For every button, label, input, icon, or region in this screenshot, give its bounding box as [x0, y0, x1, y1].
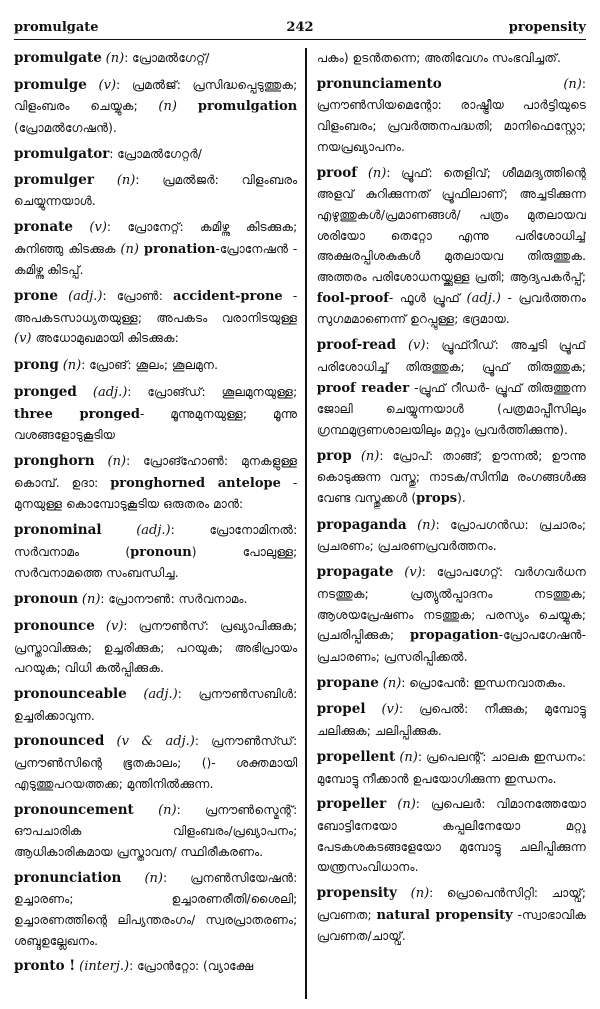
part-of-speech: (adj.): [466, 290, 501, 306]
part-of-speech: (n): [360, 448, 380, 464]
dictionary-entry: [14, 520, 297, 584]
dictionary-entry: [14, 144, 297, 165]
part-of-speech: (v): [98, 77, 117, 93]
headword: propel: [316, 701, 366, 718]
headword: propaganda: [316, 516, 407, 533]
headword: promulgator: [14, 145, 110, 162]
headword: pronunciation: [14, 869, 122, 886]
dictionary-entry: [317, 562, 586, 668]
part-of-speech: (n): [107, 453, 127, 469]
dictionary-entry: [14, 48, 297, 70]
part-of-speech: (n): [399, 749, 418, 765]
definition-text: - പ്രവർത്തനം സുഗമമാണെന്ന് ഉറപ്പുള്ള; ഭദ്രമായ.: [316, 290, 586, 327]
headword: propensity: [316, 885, 397, 902]
part-of-speech: (v): [381, 702, 399, 718]
part-of-speech: (n): [62, 358, 82, 374]
dictionary-entry: [317, 74, 586, 158]
part-of-speech: (n): [158, 99, 198, 115]
dictionary-entry: [317, 163, 586, 331]
sub-headword: three pronged: [14, 406, 141, 422]
definition-text: : പ്രൊപെൻസിറ്റി: ചായ്വ്; പ്രവണത;: [316, 886, 586, 922]
right-column: [307, 48, 586, 999]
left-column: [14, 48, 305, 999]
part-of-speech: (n): [120, 241, 144, 257]
headword: pronghorn: [14, 452, 95, 469]
definition-text: - ഫൂൾ പ്രൂഫ്: [388, 290, 467, 305]
definition-text: : പ്രോമൽഗേറ്റർ/: [109, 146, 202, 161]
headword: propeller: [316, 796, 387, 813]
definition-text: : പ്രൂഫ്: തെളിവ്; ശീമമദ്യത്തിന്റെ അളവ് കുറിക്കുന്നത് പ്രൂഫിലാണ്; അച്ചടിക്കുന്ന എഴുത്തുകൾ/പ്രമാണങ്ങൾ/ പത്രം മുതലായവ ശരിയോ തെറ്റോ എന്നു പരിശോധിച്ച് അക്ഷരപ്പിശകുകൾ മുതലായവ തിരുത്തുക. അത്തരം പരിശോധനയ്ക്കുള്ള പ്രതി; ആദ്യപകർപ്പ്;: [316, 165, 586, 285]
definition-text: -പ്രൂഫ് റീഡർ- പ്രൂഫ് തിരുത്തുന്ന ജോലി ചെയ്യുന്നയാൾ (പത്രമാപ്പീസിലും ഗ്രന്ഥമുദ്രണശാലയിലും മറ്റും പ്രവർത്തിക്കുന്നു).: [316, 380, 586, 437]
headword: promulgate: [14, 50, 102, 66]
definition-text: -പ്രോപഗേഷൻ-പ്രചാരണം; പ്രസരിപ്പിക്കൽ.: [316, 628, 586, 664]
headword: pronounced: [14, 733, 105, 750]
sub-headword: pronation: [143, 241, 216, 257]
definition-text: : പ്രോപഗേറ്റ്: വർഗവർധന നടത്തുക; പ്രത്യുൽപ്പാദനം നടത്തുക; ആശയപ്രേഷണം നടത്തുക; പരസ്യം ചെയ്യുക; പ്രചരിപ്പിക്കുക;: [316, 565, 586, 643]
definition-text: - അപകടസാധ്യതയുള്ള; അപകടം വരാനിടയുള്ള: [14, 289, 298, 325]
definition-text: : പ്രനൺസിയേഷൻ: ഉച്ചാരണം; ഉച്ചാരണരീതി/ശൈലി; ഉച്ചാരണത്തിന്റെ ലിപ്യന്തരംഗം/ സ്വരപ്രാതരണം; ശബ്ദഉല്ലേഖനം.: [14, 870, 298, 948]
definition-text: : പ്രോനൗൺ: സർവനാമം.: [100, 592, 248, 607]
headword: propagate: [316, 564, 394, 581]
headword: proof: [316, 164, 358, 181]
definition-text: : പ്രനൗൺസിയമെന്റോ: രാഷ്ട്രീയ പാർട്ടിയുടെ വിളംബരം; പ്രവർത്തനപദ്ധതി; മാനിഫെസ്റ്റോ; നയപ്രഖ്യാപനം.: [316, 76, 586, 154]
definition-text: : പ്രോങ്ഡ്: ശൂലമുനയുള്ള;: [127, 384, 298, 399]
headword: prop: [316, 447, 352, 464]
sub-headword: pronghorned antelope: [110, 475, 281, 491]
part-of-speech: (n): [116, 172, 136, 188]
dictionary-entry: [317, 794, 586, 878]
definition-text: : പ്രപെൽ: നീക്കുക; മുമ്പോട്ടു ചലിക്കുക; ചലിപ്പിക്കുക.: [316, 702, 586, 739]
header-first-word: promulgate: [14, 20, 99, 35]
header-rule: [14, 39, 586, 40]
dictionary-entry: [14, 800, 297, 863]
dictionary-entry: [317, 699, 586, 741]
part-of-speech: (n): [367, 165, 387, 181]
definition-text: : പ്രപെലന്റ്: ചാലക ഇന്ധനം: മുമ്പോട്ടു നീക്കാൻ ഉപയോഗിക്കുന്ന ഇന്ധനം.: [316, 749, 586, 786]
sub-headword: fool-proof: [316, 290, 389, 306]
definition-text: : പ്രോൺ:: [102, 289, 173, 304]
definition-text: : പ്രമൽജ്: പ്രസിദ്ധപ്പെടുത്തുക; വിളംബരം ചെയ്യുക;: [14, 77, 298, 114]
dictionary-entry: [14, 684, 297, 726]
part-of-speech: (v): [404, 565, 422, 581]
part-of-speech: (v): [14, 331, 36, 347]
sub-headword: natural propensity: [376, 907, 513, 923]
headword: promulger: [14, 171, 94, 188]
definition-text: : പ്രോനേറ്റ്: കമിഴ്ന്നു കിടക്കുക; കുനിഞ്ഞു കിടക്കുക: [14, 219, 298, 256]
part-of-speech: (adj.): [136, 523, 171, 539]
dictionary-entry: [317, 515, 586, 557]
definition-text: : പ്രോപഗൻഡ: പ്രചാരം; പ്രചരണം; പ്രചരണപ്രവർത്തനം.: [316, 517, 586, 554]
headword: pronoun: [14, 591, 79, 608]
headword: pronate: [14, 218, 73, 235]
dictionary-entry: [14, 589, 297, 611]
headword: pronounceable: [14, 685, 127, 702]
definition-text: : പ്രോപ്: താങ്ങ്; ഊന്നൽ; ഊന്നു കൊടുക്കുന്ന വസ്തു; നാടക/സിനിമ രംഗങ്ങൾക്കു വേണ്ട വസ്തുക്കൾ (: [316, 448, 586, 506]
definition-text: പകം) ഉടൻതന്നെ; അതിവേഗം സംഭവിച്ചത്.: [316, 51, 561, 65]
definition-text: - മൂന്നുമുനയുള്ള; മൂന്നു വശങ്ങളോടുകൂടിയ: [14, 406, 298, 443]
definition-text: : പ്രോങ്ഹോൺ: മുനകളുള്ള കൊമ്പ്. ഉദാ:: [14, 453, 298, 490]
definition-text: -സ്വാഭാവിക പ്രവണത/ചായ്വ്.: [316, 907, 586, 944]
headword: propane: [316, 674, 379, 691]
definition-text: അധോമുഖമായി കിടക്കുക:: [35, 331, 179, 346]
part-of-speech: (n): [81, 592, 101, 608]
dictionary-entry: [317, 48, 586, 69]
definition-text: - മുനയുള്ള കൊമ്പോടുകൂടിയ ഒരുതരം മാൻ:: [14, 475, 298, 512]
headword: pronunciamento: [316, 75, 442, 92]
definition-text: (പ്രോമൽഗേഷൻ).: [14, 121, 117, 136]
sub-headword: promulgation: [197, 99, 298, 115]
part-of-speech: (adj.): [68, 289, 103, 305]
dictionary-entry: [14, 731, 297, 794]
definition-text: : പ്രൊപേൻ: ഇന്ധനവാതകം.: [401, 675, 566, 690]
headword: pronged: [14, 383, 77, 400]
part-of-speech: (n): [158, 802, 177, 818]
dictionary-entry: [14, 75, 297, 139]
headword: pronounce: [14, 617, 95, 634]
dictionary-entry: [317, 446, 586, 510]
definition-text: : പ്രനൗൺസബിൾ: ഉച്ചരിക്കാവുന്ന.: [14, 686, 298, 723]
dictionary-entry: [317, 747, 586, 789]
definition-text: : പ്രോമൽഗേറ്റ്/: [124, 51, 210, 65]
dictionary-entry: [14, 286, 297, 350]
part-of-speech: (v): [105, 618, 124, 634]
headword: propellent: [316, 748, 396, 765]
definition-text: : പ്രമൽജർ: വിളംബരം ചെയ്യുന്നയാൾ.: [14, 172, 298, 209]
dictionary-entry: [14, 355, 297, 377]
sub-headword: props: [416, 491, 458, 507]
headword: pronominal: [14, 522, 102, 539]
definition-text: : പ്രനൗൺസ്ഡ്: പ്രനൗൺസിന്റെ ഭൂതകാലം; ()- ശക്തമായി എടുത്തുപറയത്തക്ക; മുന്തിനിൽക്കുന്ന.: [14, 734, 298, 791]
part-of-speech: (n): [382, 675, 402, 691]
headword: proof-read: [316, 337, 397, 354]
definition-text: -പ്രോനേഷൻ - കമിഴ്ന്നു കിടപ്പ്.: [14, 241, 298, 278]
definition-text: : പ്രോനോമിനൽ: സർവനാമം (: [14, 523, 298, 559]
sub-headword: accident-prone: [172, 289, 283, 305]
definition-text: : പ്രോൻറ്റോ: (വ്യാക്ഷേ: [129, 959, 254, 974]
page-header: [14, 20, 586, 38]
dictionary-entry: [317, 673, 586, 695]
part-of-speech: (n): [563, 76, 582, 92]
definition-text: : പ്രൂഫ്റീഡ്: അച്ചടി പ്രൂഫ് പരിശോധിച്ച് തിരുത്തുക; പ്രൂഫ് തിരുത്തുക;: [316, 338, 586, 374]
headword: prong: [14, 357, 59, 374]
part-of-speech: (n): [144, 870, 163, 886]
part-of-speech: (adj.): [143, 686, 178, 702]
definition-text: ) പോലുള്ള; സർവനാമത്തെ സംബന്ധിച്ച.: [14, 544, 298, 581]
definition-text: : പ്രപെലർ: വിമാനത്തേയോ ബോട്ടിനേയോ കപ്പലിനേയോ മറ്റു പേടകശകടങ്ങളേയോ മുമ്പോട്ടു ചലിപ്പിക്കുന്ന യന്ത്രസംവിധാനം.: [316, 797, 586, 875]
definition-text: ).: [457, 491, 466, 506]
dictionary-entry: [317, 335, 586, 441]
headword: pronto !: [14, 958, 76, 975]
part-of-speech: (n): [410, 886, 430, 902]
part-of-speech: (n): [105, 51, 125, 66]
part-of-speech: (v): [407, 338, 426, 354]
dictionary-entry: [14, 451, 297, 515]
part-of-speech: (adj.): [92, 384, 128, 400]
headword: promulge: [14, 76, 87, 93]
definition-text: : പ്രനൗൺസ്: പ്രഖ്യാപിക്കുക; പ്രസ്താവിക്കുക; ഉച്ചരിക്കുക; പറയുക; അഭിപ്രായം പറയുക; വിധി കൽപ്പിക്കുക.: [14, 618, 298, 676]
dictionary-columns: [14, 48, 586, 999]
part-of-speech: (n): [417, 517, 436, 533]
sub-headword: proof reader: [316, 380, 410, 396]
headword: pronouncement: [14, 801, 134, 818]
part-of-speech: (v & adj.): [116, 734, 195, 750]
definition-text: : പ്രനൗൺസ്മെന്റ്: ഔപചാരിക വിളംബരം/പ്രഖ്യാപനം; ആധികാരികമായ പ്രസ്താവന/ സ്ഥിരീകരണം.: [14, 802, 298, 859]
dictionary-entry: [14, 868, 297, 952]
dictionary-entry: [14, 170, 297, 212]
sub-headword: propagation: [410, 628, 499, 644]
definition-text: : പ്രോങ്: ശൂലം; ശൂലമുന.: [81, 358, 218, 373]
part-of-speech: (n): [397, 797, 416, 813]
dictionary-entry: [317, 883, 586, 947]
part-of-speech: (interj.): [79, 959, 130, 975]
dictionary-entry: [14, 956, 297, 978]
sub-headword: pronoun: [130, 544, 192, 560]
dictionary-entry: [14, 217, 297, 281]
dictionary-entry: [14, 382, 297, 446]
header-last-word: propensity: [508, 20, 586, 35]
dictionary-entry: [14, 616, 297, 679]
headword: prone: [14, 288, 58, 305]
page-number: 242: [286, 20, 314, 35]
part-of-speech: (v): [89, 219, 107, 235]
